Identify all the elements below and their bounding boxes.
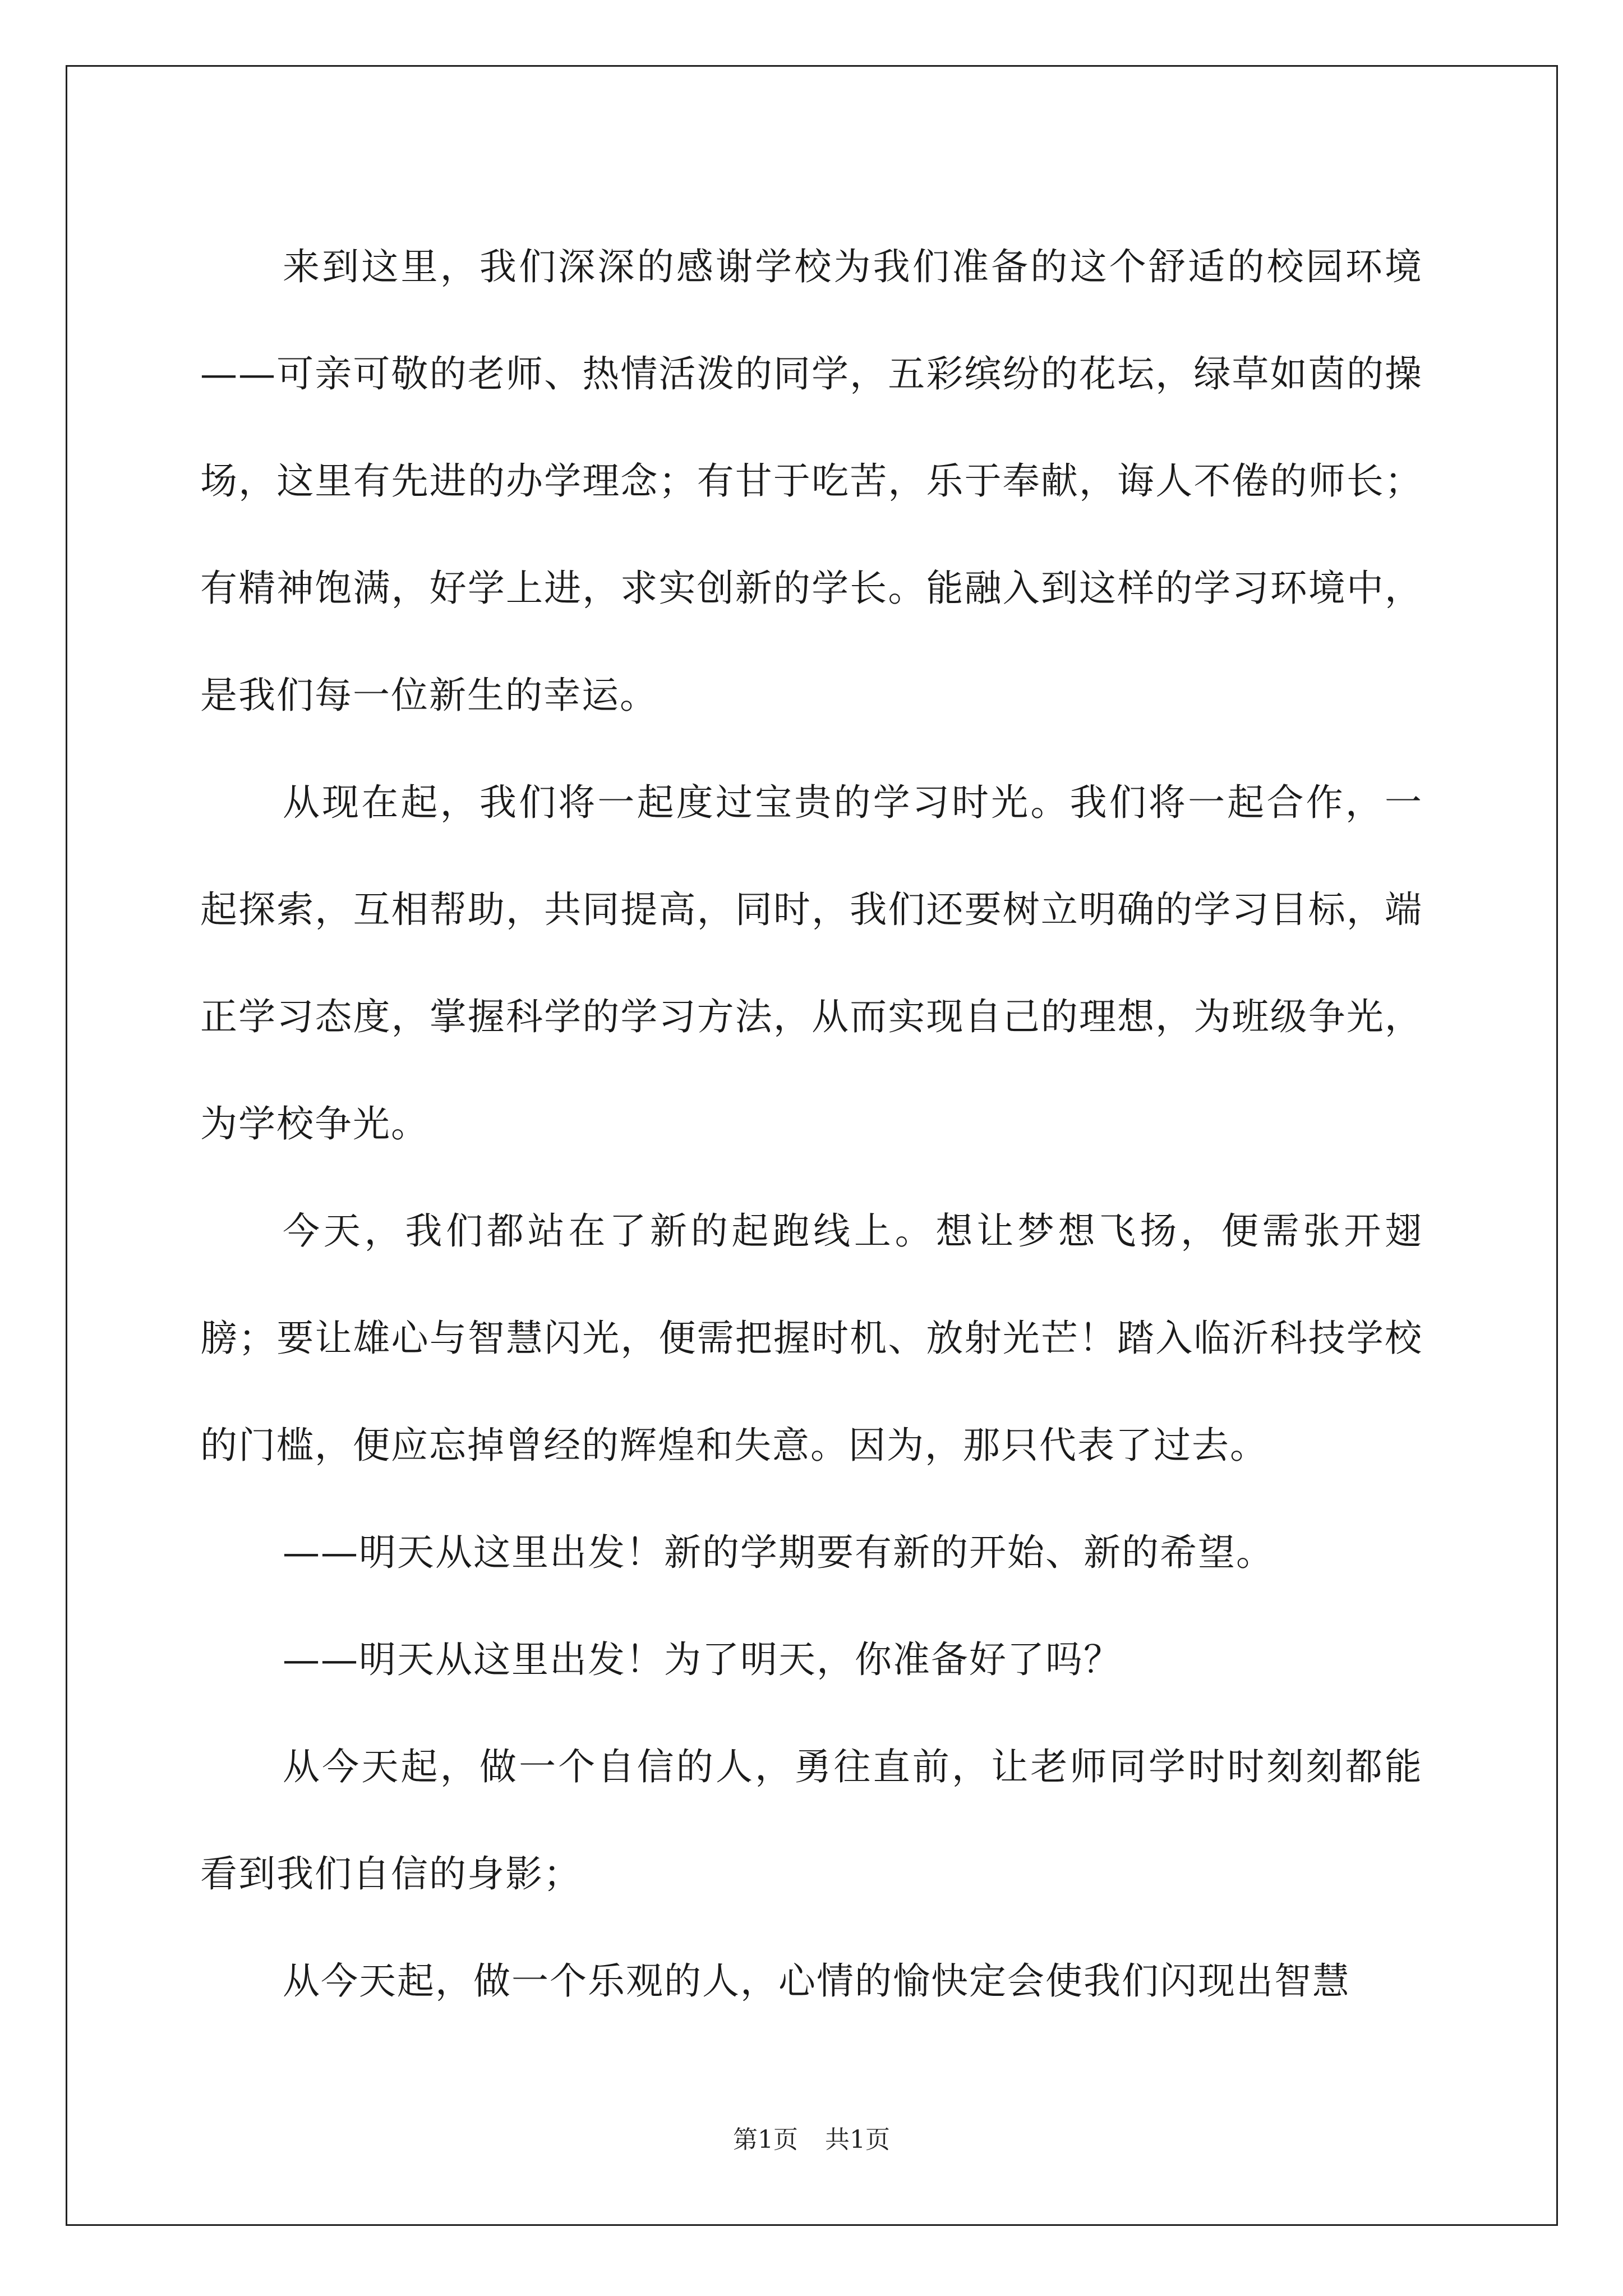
paragraph: ——明天从这里出发！新的学期要有新的开始、新的希望。 [283, 1531, 1274, 1574]
paragraph: 从今天起，做一个乐观的人，心情的愉快定会使我们闪现出智慧 [283, 1959, 1350, 2003]
paragraph: 今天，我们都站在了新的起跑线上。想让梦想飞扬，便需张开翅膀；要让雄心与智慧闪光，便需把握时机、放射光芒！踏入临沂科技学校的门槛，便应忘掉曾经的辉煌和失意。因为，那只代表了过去。 [200, 1209, 1423, 1467]
paragraph: 从现在起，我们将一起度过宝贵的学习时光。我们将一起合作，一起探索，互相帮助，共同提高，同时，我们还要树立明确的学习目标，端正学习态度，掌握科学的学习方法，从而实现自己的理想，为班级争光，为学校争光。 [200, 781, 1423, 1145]
paragraph: 来到这里，我们深深的感谢学校为我们准备的这个舒适的校园环境——可亲可敬的老师、热情活泼的同学，五彩缤纷的花坛，绿草如茵的操场，这里有先进的办学理念；有甘于吃苦，乐于奉献，诲人不倦的师长；有精神饱满，好学上进，求实创新的学长。能融入到这样的学习环境中，是我们每一位新生的幸运。 [200, 245, 1423, 717]
paragraph: 从今天起，做一个自信的人，勇往直前，让老师同学时时刻刻都能看到我们自信的身影； [200, 1745, 1423, 1895]
page-total: 共1页 [825, 2125, 890, 2154]
page-footer [0, 2123, 1623, 2157]
document-body [200, 213, 1423, 2035]
page-number: 第1页 [733, 2125, 798, 2154]
paragraph: ——明天从这里出发！为了明天，你准备好了吗？ [283, 1638, 1122, 1681]
